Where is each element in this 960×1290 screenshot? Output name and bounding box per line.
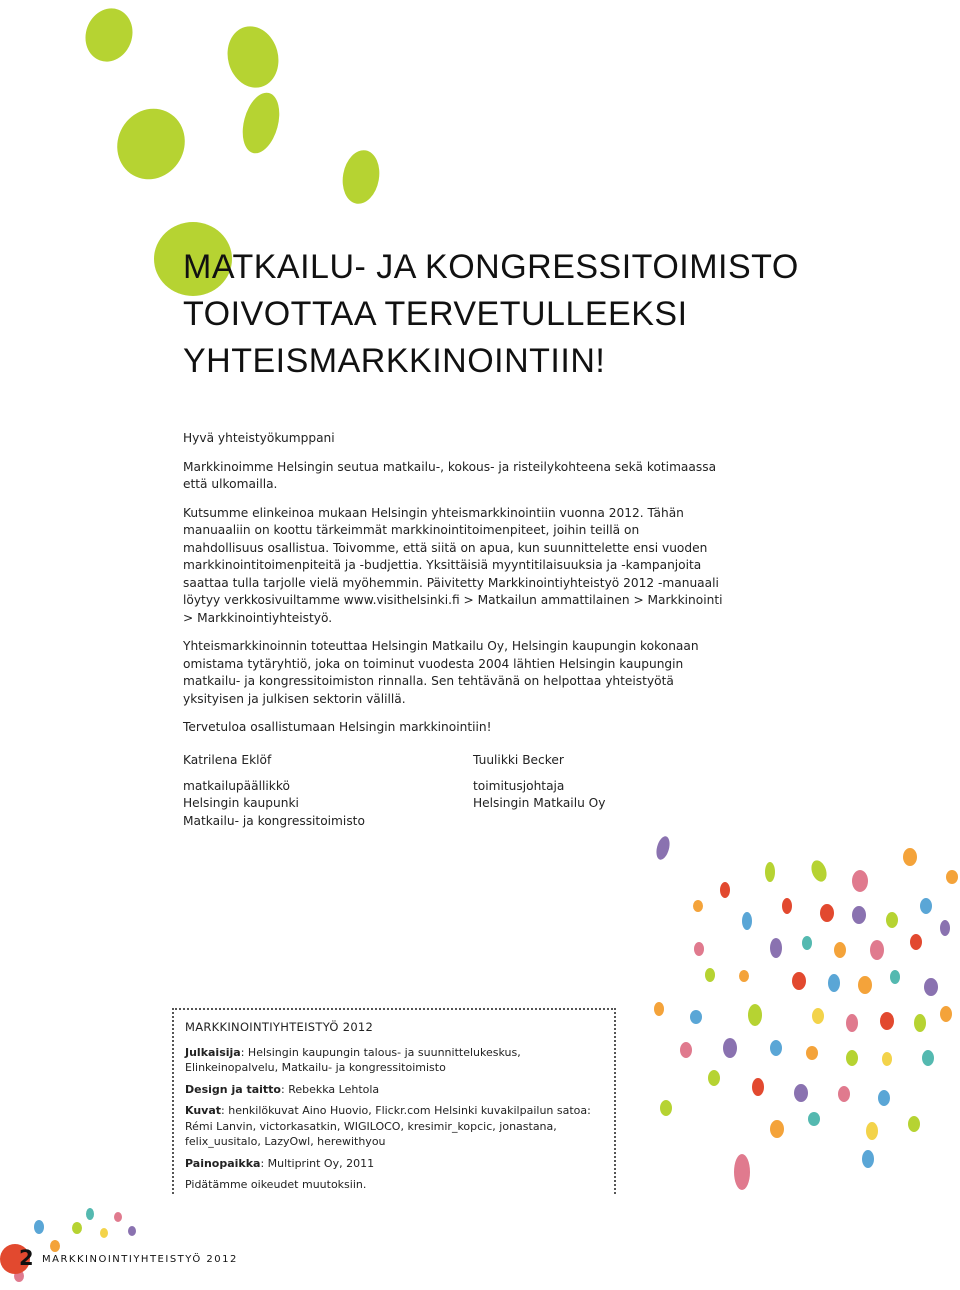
body-text [183, 430, 723, 748]
signature-org: Helsingin kaupunki [183, 796, 299, 810]
colophon-box [172, 1008, 616, 1194]
decor-dot [812, 1008, 824, 1024]
colophon-photos [185, 1103, 605, 1150]
signature-title: toimitusjohtaja [473, 778, 565, 793]
decor-dot [920, 898, 932, 914]
colophon-content [185, 1020, 605, 1199]
decor-dot [770, 1120, 784, 1138]
decor-dot [748, 1004, 762, 1026]
decor-dot [221, 21, 285, 94]
decor-dot [862, 1150, 874, 1168]
decor-dot [852, 906, 866, 924]
decor-dot [922, 1050, 934, 1066]
decor-dot [809, 858, 830, 883]
decor-dot [34, 1220, 44, 1234]
colophon-value: : Multiprint Oy, 2011 [260, 1156, 375, 1170]
decor-dot [660, 1100, 672, 1116]
signature-right [473, 752, 605, 813]
decor-dot [705, 968, 715, 982]
signature-org: Helsingin Matkailu Oy [473, 796, 606, 810]
decor-dot [806, 1046, 818, 1060]
decor-dot [890, 970, 900, 984]
signature-title: matkailupäällikkö [183, 778, 290, 793]
decor-dot [765, 862, 775, 882]
decor-dot [910, 934, 922, 950]
decor-dot [792, 972, 806, 990]
decor-dot [734, 1154, 750, 1190]
page-number: 2 [19, 1246, 34, 1270]
decor-dot [654, 835, 672, 861]
decor-dot [720, 882, 730, 898]
colophon-value: : Helsingin kaupungin talous- ja suunnittelukeskus, Elinkeinopalvelu, Matkailu- ja kongressitoimisto [185, 1045, 521, 1074]
decor-dot [782, 898, 792, 914]
colophon-label: Julkaisija [185, 1045, 241, 1059]
footer-label: MARKKINOINTIYHTEISTYÖ 2012 [42, 1254, 238, 1265]
decor-dot [770, 1040, 782, 1056]
decor-dot [870, 940, 884, 960]
decor-dot [752, 1078, 764, 1096]
decor-dot [104, 96, 197, 191]
decor-dot [834, 942, 846, 958]
decor-dot [693, 900, 703, 912]
decor-dot [886, 912, 898, 928]
page-headline [183, 244, 799, 385]
decor-dot [903, 848, 917, 866]
decor-dot [770, 938, 782, 958]
decor-dot [820, 904, 834, 922]
decor-dot [852, 870, 868, 892]
decor-dot [866, 1122, 878, 1140]
decor-dot [846, 1014, 858, 1032]
headline-line-2: TOIVOTTAA TERVETULLEEKSI [183, 295, 688, 333]
colophon-design [185, 1082, 605, 1098]
decor-dot [708, 1070, 720, 1086]
paragraph-2: Kutsumme elinkeinoa mukaan Helsingin yhteismarkkinointiin vuonna 2012. Tähän manuaaliin on koottu tärkeimmät markkinointitoimenpiteet, joihin teillä on mahdollisuus osallistua. Toivomme, että siitä on apua, kun suunnittelette ensi vuoden markkinointitoimenpiteitä ja -budjettia. Yksittäisiä myyntitilaisuuksia ja -kampanjoita saattaa tulla tarjolle vielä myöhemmin. Päivitetty Markkinointiyhteistyö 2012 -manuaali löytyy verkkosivuiltamme www.visithelsinki.fi > Matkailun ammattilainen > Markkinointi > Markkinointiyhteistyö. [183, 505, 723, 625]
decor-dot [924, 978, 938, 996]
decor-dot [78, 2, 140, 68]
decor-dot [794, 1084, 808, 1102]
decor-dot [86, 1208, 94, 1220]
decor-dot [908, 1116, 920, 1132]
signature-left [183, 752, 365, 830]
decor-dot [878, 1090, 890, 1106]
decor-dot [882, 1052, 892, 1066]
decor-dot [940, 1006, 952, 1022]
signature-org: Matkailu- ja kongressitoimisto [183, 813, 365, 828]
decor-dot [680, 1042, 692, 1058]
signature-name: Tuulikki Becker [473, 753, 564, 767]
decor-dot [940, 920, 950, 936]
decor-dot [654, 1002, 664, 1016]
decor-dot [100, 1228, 108, 1238]
decor-dot [339, 147, 384, 206]
decor-dot [739, 970, 749, 982]
colophon-print [185, 1156, 605, 1172]
decor-dot [858, 976, 872, 994]
decor-dot [802, 936, 812, 950]
decor-dot [914, 1014, 926, 1032]
paragraph-3: Yhteismarkkinoinnin toteuttaa Helsingin Matkailu Oy, Helsingin kaupungin kokonaan omistama tytäryhtiö, joka on toiminut vuodesta 2004 lähtien Helsingin kaupungin matkailu- ja kongressitoimiston rinnalla. Sen tehtävänä on helpottaa yhteistyötä yksityisen ja julkisen sektorin välillä. [183, 639, 699, 706]
headline-line-3: YHTEISMARKKINOINTIIN! [183, 342, 606, 380]
colophon-label: Design ja taitto [185, 1082, 281, 1096]
decor-dot [828, 974, 840, 992]
colophon-value: : Rebekka Lehtola [281, 1082, 380, 1096]
decor-dot [690, 1010, 702, 1024]
page-footer [0, 1244, 300, 1274]
decor-dot [880, 1012, 894, 1030]
colophon-publisher [185, 1045, 605, 1076]
colophon-title: MARKKINOINTIYHTEISTYÖ 2012 [185, 1020, 374, 1034]
decor-dot [946, 870, 958, 884]
colophon-label: Painopaikka [185, 1156, 261, 1170]
decor-dot [128, 1226, 136, 1236]
signature-name: Katrilena Eklöf [183, 753, 272, 767]
headline-line-1: MATKAILU- JA KONGRESSITOIMISTO [183, 248, 799, 286]
decor-dot [694, 942, 704, 956]
decor-dot [742, 912, 752, 930]
colophon-rights: Pidätämme oikeudet muutoksiin. [185, 1178, 367, 1191]
colophon-label: Kuvat [185, 1104, 222, 1117]
decor-dot [808, 1112, 820, 1126]
decor-dot [846, 1050, 858, 1066]
colophon-value: : henkilökuvat Aino Huovio, Flickr.com Helsinki kuvakilpailun satoa: Rémi Lanvin, victorkasatkin, WIGILOCO, kresimir_kopcic, jonastana, felix_uusitalo, LazyOwl, herewithyou [185, 1104, 591, 1148]
decor-dot [72, 1222, 82, 1234]
decor-dot [838, 1086, 850, 1102]
decor-dot [114, 1212, 122, 1222]
paragraph-4: Tervetuloa osallistumaan Helsingin markkinointiin! [183, 720, 492, 734]
decor-dot [237, 89, 286, 158]
paragraph-1: Markkinoimme Helsingin seutua matkailu-, kokous- ja risteilykohteena sekä kotimaassa että ulkomailla. [183, 459, 717, 491]
greeting: Hyvä yhteistyökumppani [183, 431, 335, 445]
decor-dot [723, 1038, 737, 1058]
